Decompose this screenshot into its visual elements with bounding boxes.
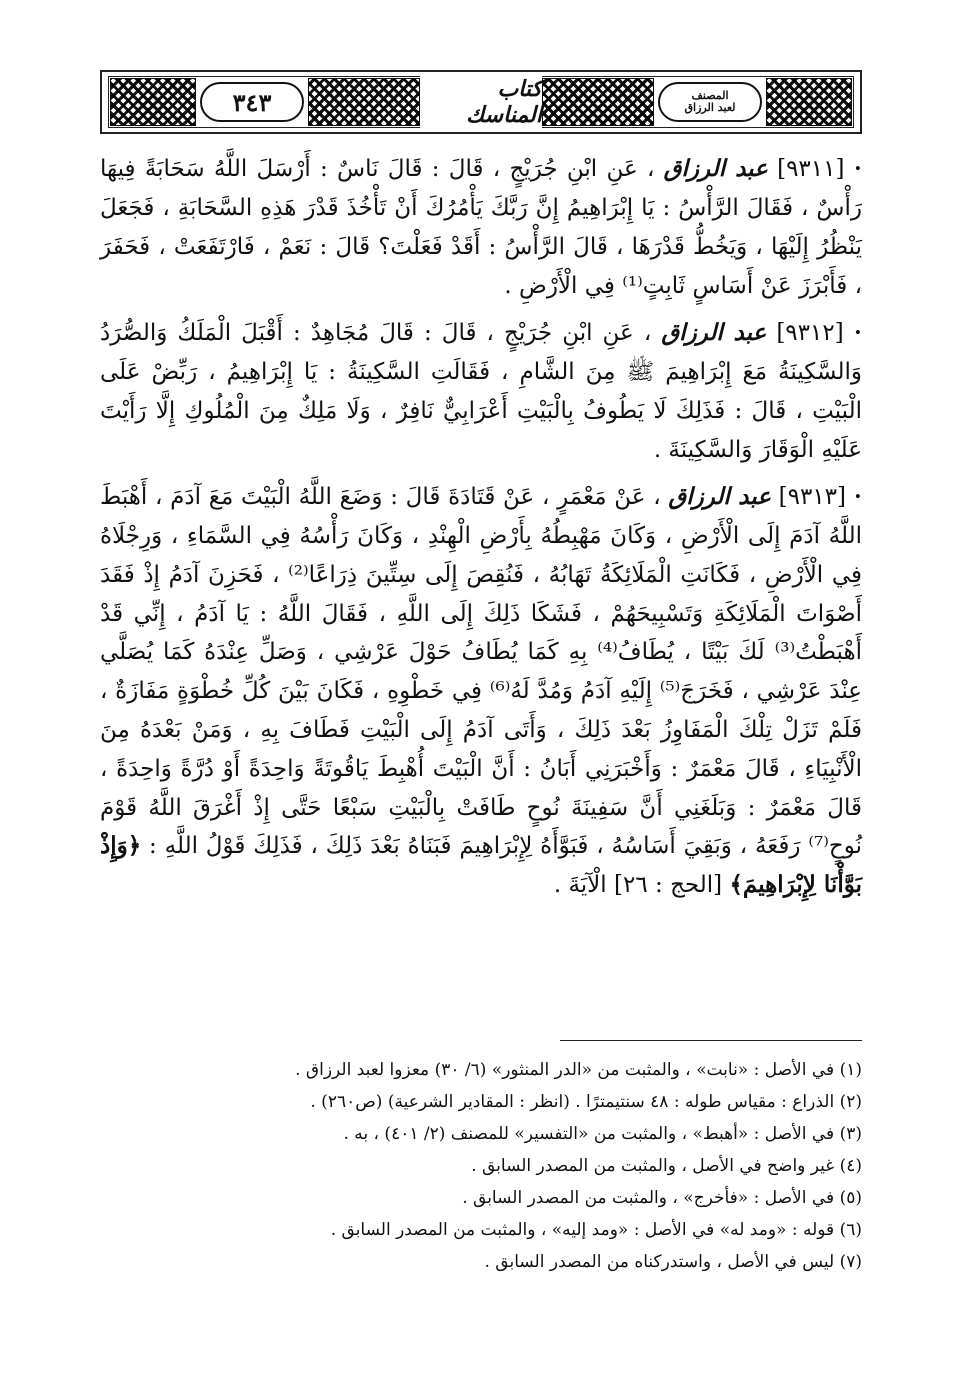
bullet-icon: •	[853, 325, 863, 342]
footnote: (٣) في الأصل : «أهبط» ، والمثبت من «التفسير» للمصنف (٢/ ٤٠١) ، به .	[343, 1124, 862, 1144]
page-header	[100, 70, 862, 134]
narrator-name: عبد الرزاق	[663, 155, 768, 182]
narrator-name: عبد الرزاق	[661, 318, 767, 346]
page-number-cartouche	[200, 82, 304, 122]
book-section-title: كتاب المناسك	[466, 76, 542, 128]
ornament-left-inner	[308, 78, 420, 126]
ornament-right-inner	[542, 78, 654, 126]
hadith-text: ، عَنِ ابْنِ جُرَيْجٍ ، قَالَ : قَالَ نَاسٌ : أَرْسَلَ اللَّهُ سَحَابَةً فِيهَا رَأْسٌ ، فَقَالَ الرَّأْسُ : يَا إِبْرَاهِيمُ إِنَّ رَبَّكَ يَأْمُرُكَ أَنْ تَأْخُذَ قَدْرَ هَذِهِ السَّحَابَةِ ، فَجَعَلَ يَنْظُرُ إِلَيْهَا ، وَيَخُطُّ قَدْرَهَا ، قَالَ الرَّأْسُ : أَقَدْ فَعَلْتَ؟ قَالَ : نَعَمْ ، فَارْتَفَعَتْ ، فَحَفَرَ ، فَأَبْرَزَ عَنْ أَسَاسٍ ثَابِتٍ⁽¹⁾ فِي الْأَرْضِ .	[100, 156, 862, 299]
footnote: (٧) ليس في الأصل ، واستدركناه من المصدر السابق .	[484, 1252, 862, 1272]
bullet-icon: •	[853, 489, 863, 506]
verse-reference: [الحج : ٢٦] الْآيَةَ .	[553, 872, 723, 899]
hadith-number: [٩٣١١]	[777, 156, 845, 182]
footnote: (٢) الذراع : مقياس طوله : ٤٨ سنتيمترًا . (انظر : المقادير الشرعية) (ص٢٦٠) .	[310, 1092, 862, 1112]
footnote: (١) في الأصل : «نابت» ، والمثبت من «الدر المنثور» (٦/ ٣٠) معزوا لعبد الرزاق .	[295, 1060, 862, 1080]
page-number: ٣٤٣	[232, 87, 272, 117]
narrator-name: عبد الرزاق	[668, 482, 771, 510]
logo-line-2: لعبد الرزاق	[684, 101, 736, 114]
hadith-paragraph	[100, 478, 862, 905]
hadith-number: [٩٣١٢]	[776, 319, 844, 346]
ornament-left-outer	[110, 78, 196, 126]
hadith-number: [٩٣١٣]	[778, 483, 847, 510]
book-logo-cartouche	[658, 82, 762, 122]
hadith-text: ، عَنِ ابْنِ جُرَيْجٍ ، قَالَ : قَالَ مُجَاهِدٌ : أَقْبَلَ الْمَلَكُ وَالصُّرَدُ وَالسَّكِينَةُ مَعَ إِبْرَاهِيمَ ﷺ مِنَ الشَّامِ ، فَقَالَتِ السَّكِينَةُ : يَا إِبْرَاهِيمُ ، رَبِّضْ عَلَى الْبَيْتِ ، قَالَ : فَذَلِكَ لَا يَطُوفُ بِالْبَيْتِ أَعْرَابِيٌّ نَافِرٌ ، وَلَا مَلِكٌ مِنَ الْمُلُوكِ إِلَّا رَأَيْتَ عَلَيْهِ الْوَقَارَ وَالسَّكِينَةَ .	[100, 319, 862, 463]
footnote-separator	[560, 1040, 862, 1041]
footnotes	[100, 1054, 862, 1278]
footnote: (٦) قوله : «ومد له» في الأصل : «ومد إليه» ، والمثبت من المصدر السابق .	[330, 1220, 862, 1240]
hadith-text: ، عَنْ مَعْمَرٍ ، عَنْ قَتَادَةَ قَالَ : وَضَعَ اللَّهُ الْبَيْتَ مَعَ آدَمَ ، أَهْبَطَ اللَّهُ آدَمَ إِلَى الْأَرْضِ ، وَكَانَ مَهْبِطُهُ بِأَرْضِ الْهِنْدِ ، وَكَانَ رَأْسُهُ فِي السَّمَاءِ ، وَرِجْلَاهُ فِي الْأَرْضِ ، فَكَانَتِ الْمَلَائِكَةُ تَهَابُهُ ، فَنُقِصَ إِلَى سِتِّينَ ذِرَاعًا⁽²⁾ ، فَحَزِنَ آدَمُ إِذْ فَقَدَ أَصْوَاتَ الْمَلَائِكَةِ وَتَسْبِيحَهُمْ ، فَشَكَا ذَلِكَ إِلَى اللَّهِ ، فَقَالَ اللَّهُ : يَا آدَمُ ، إِنِّي قَدْ أَهْبَطْتُ⁽³⁾ لَكَ بَيْتًا ، يُطَافُ⁽⁴⁾ بِهِ كَمَا يُطَافُ حَوْلَ عَرْشِي ، وَصَلِّ عِنْدَهُ كَمَا يُصَلَّي عِنْدَ عَرْشِي ، فَخَرَجَ⁽⁵⁾ إِلَيْهِ آدَمُ وَمُدَّ لَهُ⁽⁶⁾ فِي خَطْوِهِ ، فَكَانَ بَيْنَ كُلِّ خُطْوَةٍ مَفَازَةٌ ، فَلَمْ تَزَلْ تِلْكَ الْمَفَاوِزُ بَعْدَ ذَلِكَ ، وَأَتَى آدَمُ إِلَى الْبَيْتِ فَطَافَ بِهِ ، وَمَنْ بَعْدَهُ مِنَ الْأَنْبِيَاءِ ، قَالَ مَعْمَرٌ : وَأَخْبَرَنِي أَبَانُ : أَنَّ الْبَيْتَ أُهْبِطَ يَاقُوتَةً وَاحِدَةً أَوْ دُرَّةً وَاحِدَةً ، قَالَ مَعْمَرٌ : وَبَلَغَنِي أَنَّ سَفِينَةَ نُوحٍ طَافَتْ بِالْبَيْتِ سَبْعًا حَتَّى إِذْ أَغْرَقَ اللَّهُ قَوْمَ نُوحٍ⁽⁷⁾ رَفَعَهُ ، وَبَقِيَ أَسَاسُهُ ، فَبَوَّأَهُ لِإِبْرَاهِيمَ فَبَنَاهُ بَعْدَ ذَلِكَ ، فَذَلِكَ قَوْلُ اللَّهِ :	[100, 483, 863, 860]
footnote: (٥) في الأصل : «فأخرج» ، والمثبت من المصدر السابق .	[462, 1188, 862, 1208]
hadith-paragraph	[100, 150, 862, 306]
logo-line-1: المصنف	[691, 89, 729, 102]
main-text	[100, 150, 862, 913]
quran-verse: ﴿وَإِذْ بَوَّأْنَا لِإِبْرَاهِيمَ﴾	[100, 832, 862, 899]
bullet-icon: •	[853, 161, 863, 178]
footnote: (٤) غير واضح في الأصل ، والمثبت من المصدر السابق .	[471, 1156, 862, 1176]
book-logo	[685, 90, 736, 114]
title-banner	[420, 76, 542, 128]
ornament-right-outer	[766, 78, 852, 126]
hadith-paragraph	[100, 314, 862, 470]
